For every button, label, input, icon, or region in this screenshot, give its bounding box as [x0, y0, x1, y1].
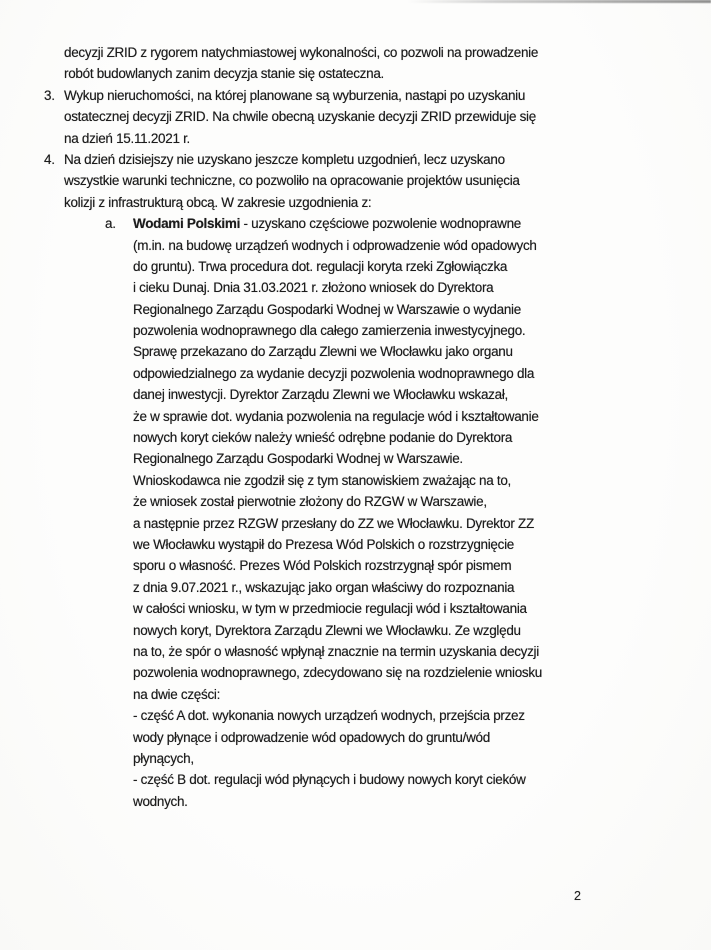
sub-item-a: [105, 213, 543, 812]
text-line: - część A dot. wykonania nowych urządzeń wodnych, przejścia przez: [133, 708, 525, 724]
text-line: na to, że spór o własność wpłynął znacznie na termin uzyskania decyzji: [133, 643, 539, 659]
text-line: ostatecznej decyzji ZRID. Na chwile obecną uzyskanie decyzji ZRID przewiduje się: [64, 109, 536, 125]
text-line: płynących,: [133, 750, 194, 766]
text-line: nowych koryt cieków należy wnieść odrębne podanie do Dyrektora: [133, 430, 513, 446]
text-line: że wniosek został pierwotnie złożony do RZGW w Warszawie,: [133, 494, 487, 510]
text-line: Wnioskodawca nie zgodził się z tym stanowiskiem zważając na to,: [133, 472, 512, 488]
document-body-text: [44, 42, 543, 812]
text-line: (m.in. na budowę urządzeń wodnych i odprowadzenie wód opadowych: [133, 237, 537, 253]
text-line: we Włocławku wystąpił do Prezesa Wód Polskich o rozstrzygnięcie: [133, 536, 514, 552]
text-line: wszystkie warunki techniczne, co pozwoliło na opracowanie projektów usunięcia: [64, 173, 520, 189]
bold-lead-text: Wodami Polskimi: [133, 216, 241, 232]
list-item-4-marker: 4.: [44, 151, 55, 167]
text-line: sporu o własność. Prezes Wód Polskich rozstrzygnął spór pismem: [133, 558, 512, 574]
list-item-4: [44, 149, 542, 213]
text-line: Sprawę przekazano do Zarządu Zlewni we Włocławku jako organu: [133, 344, 513, 360]
text-line: decyzji ZRID z rygorem natychmiastowej wykonalności, co pozwoli na prowadzenie: [64, 45, 539, 60]
text-line: do gruntu). Trwa procedura dot. regulacji koryta rzeki Zgłowiączka: [133, 258, 508, 274]
list-item-3-marker: 3.: [44, 87, 55, 103]
scanner-edge-artifact: [408, 0, 711, 3]
list-item-3: [44, 85, 542, 149]
text-line: odpowiedzialnego za wydanie decyzji pozwolenia wodnoprawnego dla: [133, 365, 535, 381]
text-line: na dzień 15.11.2021 r.: [64, 130, 191, 146]
text-line: wody płynące i odprowadzenie wód opadowych do gruntu/wód: [133, 729, 490, 745]
text-line: a następnie przez RZGW przesłany do ZZ we Włocławku. Dyrektor ZZ: [133, 515, 534, 531]
text-line-lead: [133, 213, 542, 234]
text-line: pozwolenia wodnoprawnego, zdecydowano się na rozdzielenie wniosku: [133, 665, 543, 681]
text-line: na dwie części:: [133, 686, 221, 702]
text-line: z dnia 9.07.2021 r., wskazując jako organ właściwy do rozpoznania: [133, 579, 515, 595]
text-line: i cieku Dunaj. Dnia 31.03.2021 r. złożono wniosek do Dyrektora: [133, 280, 494, 296]
page-number: 2: [574, 889, 581, 903]
text-line: w całości wniosku, w tym w przedmiocie regulacji wód i kształtowania: [133, 601, 527, 617]
sub-item-a-marker: a.: [105, 216, 116, 232]
paragraph-continuation: [64, 42, 542, 85]
text-line: Regionalnego Zarządu Gospodarki Wodnej w Warszawie.: [133, 451, 463, 467]
text-line: danej inwestycji. Dyrektor Zarządu Zlewni we Włocławku wskazał,: [133, 387, 508, 403]
text-line: wodnych.: [133, 793, 188, 809]
text-line: że w sprawie dot. wydania pozwolenia na regulacje wód i kształtowanie: [133, 408, 539, 424]
text-line: kolizji z infrastrukturą obcą. W zakresie uzgodnienia z:: [64, 194, 372, 210]
text-line: - część B dot. regulacji wód płynących i budowy nowych koryt cieków: [133, 772, 526, 788]
lead-rest-text: - uzyskano częściowe pozwolenie wodnoprawne: [240, 216, 521, 232]
text-line: Regionalnego Zarządu Gospodarki Wodnej w Warszawie o wydanie: [133, 301, 521, 317]
text-line: nowych koryt, Dyrektora Zarządu Zlewni we Włocławku. Ze względu: [133, 622, 521, 638]
text-line: Wykup nieruchomości, na której planowane są wyburzenia, nastąpi po uzyskaniu: [64, 87, 526, 103]
text-line: Na dzień dzisiejszy nie uzyskano jeszcze kompletu uzgodnień, lecz uzyskano: [64, 151, 505, 167]
text-line: pozwolenia wodnoprawnego dla całego zamierzenia inwestycyjnego.: [133, 323, 526, 339]
text-line: robót budowlanych zanim decyzja stanie się ostateczna.: [64, 66, 384, 82]
